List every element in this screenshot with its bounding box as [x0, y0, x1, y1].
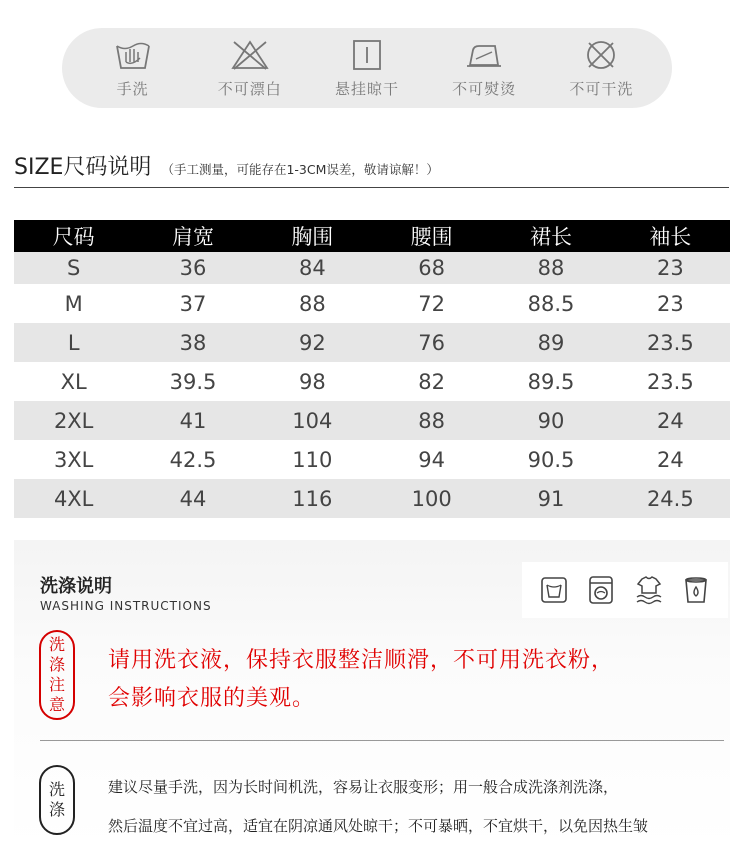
table-cell: 37: [179, 291, 207, 316]
header-size: 尺码: [14, 220, 133, 252]
table-cell: 110: [292, 447, 333, 472]
wash-description-line: 建议尽量手洗，因为长时间机洗，容易让衣服变形；用一般合成洗涤剂洗涤，: [108, 778, 619, 796]
care-label-no-iron: 不可熨烫: [452, 79, 517, 98]
care-item-no-dry-clean: [551, 38, 651, 99]
header-waist: 腰围: [372, 220, 491, 252]
care-item-hand-wash: [83, 38, 183, 99]
hand-wash-icon: [113, 38, 153, 72]
no-iron-icon: [464, 38, 504, 72]
notice-badge-char: 洗: [48, 635, 65, 654]
header-shoulder: 肩宽: [133, 220, 252, 252]
table-cell: 68: [372, 252, 491, 284]
no-bleach-icon: [230, 38, 270, 72]
washing-subtitle: WASHING INSTRUCTIONS: [40, 599, 212, 613]
header-dress-length: 裙长: [491, 220, 610, 252]
table-row: [14, 479, 730, 518]
table-cell: 90.5: [527, 447, 575, 472]
care-item-no-bleach: [200, 38, 300, 99]
table-row: [14, 401, 730, 440]
table-cell: 98: [298, 369, 326, 394]
table-cell: 88: [491, 252, 610, 284]
table-cell: 89: [491, 323, 610, 362]
table-cell: 24: [611, 401, 730, 440]
wash-description: [108, 768, 728, 846]
table-cell: 36: [133, 252, 252, 284]
table-cell: 91: [491, 479, 610, 518]
table-row: [14, 323, 730, 362]
table-row: [14, 252, 730, 284]
table-cell: 3XL: [53, 447, 94, 472]
table-cell: 82: [418, 369, 446, 394]
wash-badge: [39, 765, 75, 835]
table-cell: S: [14, 252, 133, 284]
washing-icons: [522, 562, 728, 618]
table-row: [14, 440, 730, 479]
size-section-heading: [14, 150, 729, 188]
table-cell: 24.5: [611, 479, 730, 518]
table-cell: 24: [656, 447, 684, 472]
table-cell: L: [14, 323, 133, 362]
table-cell: 88: [372, 401, 491, 440]
table-cell: 38: [133, 323, 252, 362]
washing-title: 洗涤说明: [40, 576, 112, 597]
table-cell: 4XL: [14, 479, 133, 518]
notice-line: 会影响衣服的美观。: [108, 686, 316, 711]
care-label-no-bleach: 不可漂白: [217, 79, 282, 98]
table-cell: M: [64, 291, 83, 316]
table-cell: 23: [656, 291, 684, 316]
notice-badge: [39, 630, 75, 720]
laundry-tag-icon: [538, 574, 570, 606]
table-cell: XL: [60, 369, 87, 394]
care-icons-strip: [62, 28, 672, 108]
table-cell: 23.5: [646, 369, 694, 394]
table-cell: 76: [372, 323, 491, 362]
wash-description-line: 然后温度不宜过高，适宜在阴凉通风处晾干；不可暴晒，不宜烘干，以免因热生皱: [108, 817, 649, 835]
notice-line: 请用洗衣液，保持衣服整洁顺滑，不可用洗衣粉，: [108, 648, 615, 673]
wash-badge-char: 涤: [48, 800, 65, 819]
table-cell: 23: [611, 252, 730, 284]
notice-badge-char: 注: [48, 675, 65, 694]
washing-machine-icon: [585, 574, 617, 606]
table-cell: 44: [133, 479, 252, 518]
divider: [40, 740, 724, 741]
care-item-no-iron: [434, 38, 534, 99]
table-cell: 92: [253, 323, 372, 362]
header-sleeve: 袖长: [611, 220, 730, 252]
hang-dry-icon: [347, 38, 387, 72]
table-cell: 72: [418, 291, 446, 316]
table-cell: 94: [418, 447, 446, 472]
notice-badge-char: 涤: [48, 655, 65, 674]
table-row: [14, 362, 730, 401]
notice-badge-char: 意: [48, 695, 65, 714]
table-cell: 84: [253, 252, 372, 284]
table-cell: 104: [253, 401, 372, 440]
table-cell: 2XL: [14, 401, 133, 440]
table-cell: 42.5: [169, 447, 217, 472]
table-cell: 41: [133, 401, 252, 440]
table-cell: 23.5: [611, 323, 730, 362]
wash-badge-char: 洗: [48, 780, 65, 799]
table-cell: 39.5: [169, 369, 217, 394]
table-cell: 90: [491, 401, 610, 440]
care-label-hang-dry: 悬挂晾干: [334, 79, 399, 98]
size-table: [14, 220, 730, 518]
size-table-header-row: [14, 220, 730, 252]
notice-text: [108, 642, 718, 718]
size-section-note: （手工测量，可能存在1-3CM误差，敬请谅解！）: [161, 162, 439, 177]
table-cell: 88: [298, 291, 326, 316]
table-cell: 100: [372, 479, 491, 518]
care-label-hand-wash: 手洗: [116, 79, 149, 98]
care-label-no-dry-clean: 不可干洗: [569, 79, 634, 98]
size-section-title: SIZE尺码说明: [14, 155, 152, 180]
no-dry-clean-icon: [581, 38, 621, 72]
table-cell: 116: [253, 479, 372, 518]
table-cell: 89.5: [527, 369, 575, 394]
water-wash-shirt-icon: [633, 574, 665, 606]
bucket-icon: [680, 574, 712, 606]
header-bust: 胸围: [253, 220, 372, 252]
table-row: [14, 284, 730, 323]
washing-section: [14, 540, 730, 849]
table-cell: 88.5: [527, 291, 575, 316]
care-item-hang-dry: [317, 38, 417, 99]
